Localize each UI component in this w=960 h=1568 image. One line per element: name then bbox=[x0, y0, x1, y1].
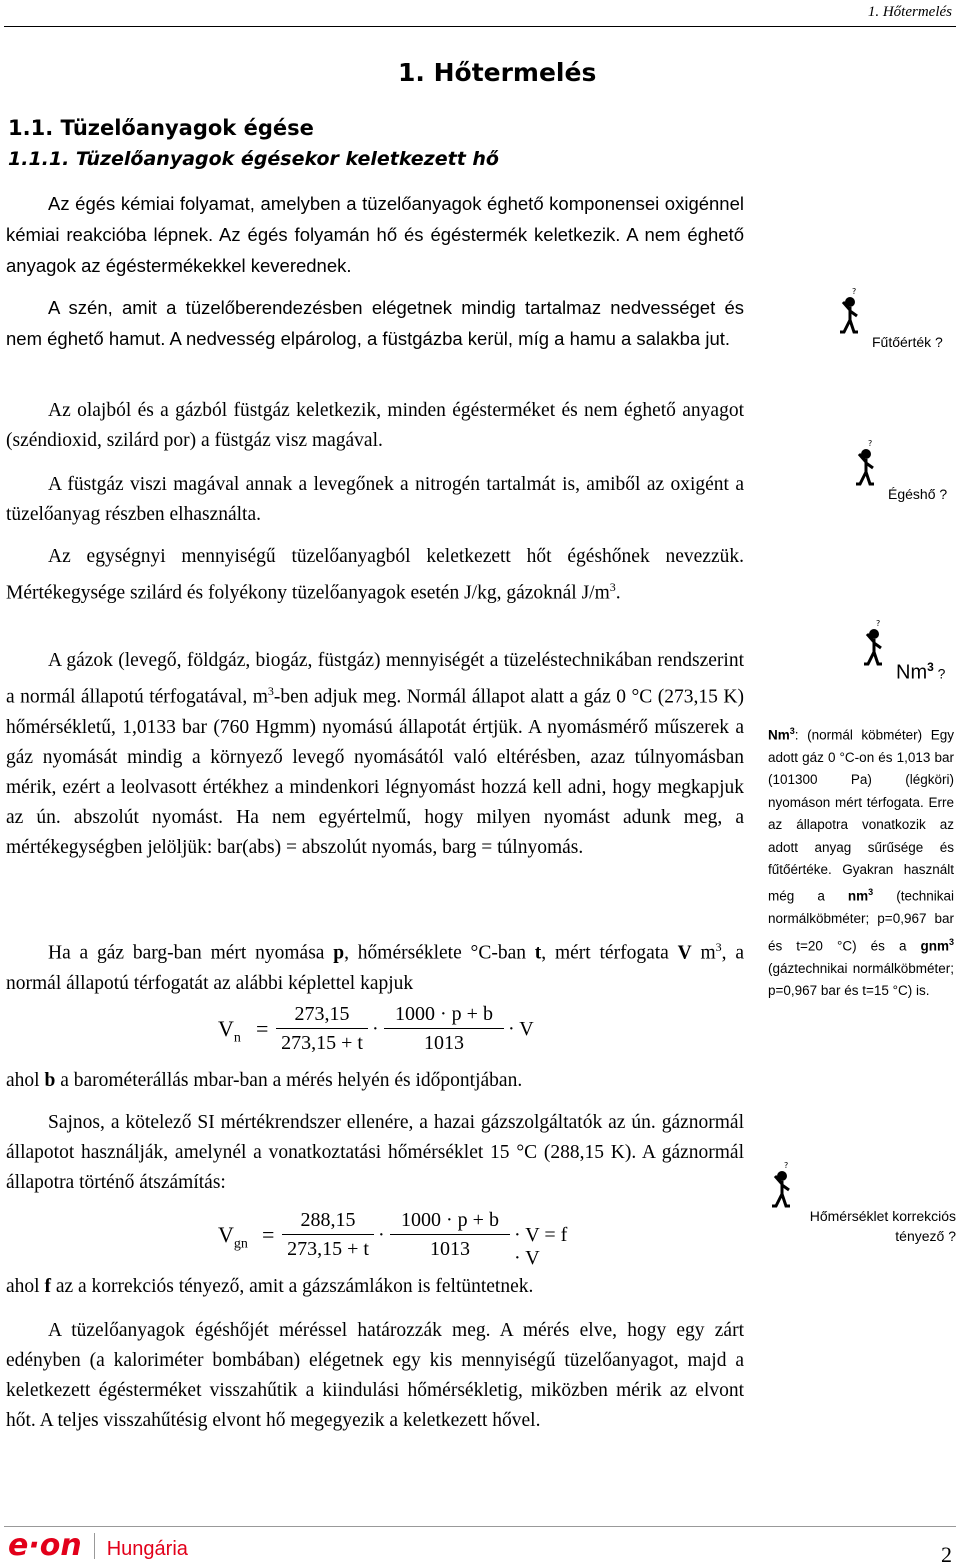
paragraph-3: Az olajból és a gázból füstgáz keletkezik, minden égésterméket és nem éghető anyagot (széndioxid, szilárd por) a füstgáz visz magával. bbox=[6, 400, 744, 451]
thinking-figure-icon bbox=[854, 618, 894, 668]
formula-gas-normal-volume: $V_{gn}$ = $\frac{288,15}{273,15 + t}$ · $\frac{1000 \cdot p + b}{1013}$ · V = f · V bbox=[218, 1206, 578, 1270]
footer-divider bbox=[4, 1526, 956, 1527]
sidebar-label-nm3: Nm$^3$ ? bbox=[896, 660, 946, 684]
paragraph-1: Az égés kémiai folyamat, amelyben a tüzelőanyagok éghető komponensei oxigénnel kémiai reakcióba lépnek. Az égés folyamán hő és égéstermék keletkezik. A nem éghető anyagok az égéstermékekkel keverednek. bbox=[6, 193, 744, 276]
sidebar-label-combustion-heat: Égéshő ? bbox=[888, 486, 948, 502]
eon-hungaria-logo: e·on Hungária bbox=[8, 1528, 188, 1563]
formula-normal-volume: $V_n$ = $\frac{273,15}{273,15 + t}$ · $\frac{1000 \cdot p + b}{1013}$ · V bbox=[218, 1000, 548, 1064]
paragraph-8: ahol b a barométerállás mbar-ban a mérés helyén és időpontjában. bbox=[6, 1070, 523, 1091]
section-title: 1.1. Tüzelőanyagok égése bbox=[8, 116, 314, 140]
page-number: 2 bbox=[941, 1542, 952, 1567]
paragraph-11: A tüzelőanyagok égéshőjét méréssel határozzák meg. A mérés elve, hogy egy zárt edényben (a kaloriméter bombában) elégetnek egy kis mennyiségű tüzelőanyagot, majd a keletkezett égésterméket visszahűtik a kiindulási hőmérsékletig, miközben mérik az elvont hőt. A teljes visszahűtésig elvont hő megegyezik a keletkezett hővel. bbox=[6, 1320, 744, 1431]
svg-text:?: ? bbox=[784, 1161, 789, 1170]
thinking-figure-icon bbox=[762, 1160, 802, 1210]
running-header: 1. Hőtermelés bbox=[867, 4, 952, 20]
thinking-figure-icon bbox=[830, 286, 870, 336]
chapter-title: 1. Hőtermelés bbox=[398, 58, 597, 87]
sidebar-label-heating-value: Fűtőérték ? bbox=[872, 334, 943, 350]
paragraph-10: ahol f az a korrekciós tényező, amit a gázszámlákon is feltüntetnek. bbox=[6, 1276, 534, 1297]
svg-text:?: ? bbox=[868, 439, 873, 448]
paragraph-9: Sajnos, a kötelező SI mértékrendszer ellenére, a hazai gázszolgáltatók az ún. gáznormál állapotot használják, amelynél a vonatkoztatási hőmérséklet 15 °C (288,15 K). A gáznormál állapotra történő átszámítás: bbox=[6, 1112, 744, 1193]
svg-text:?: ? bbox=[876, 619, 881, 628]
paragraph-2: A szén, amit a tüzelőberendezésben elégetnek mindig tartalmaz nedvességet és nem éghető hamut. A nedvesség elpárolog, a füstgázba kerül, míg a hamu a salakba jut. bbox=[6, 297, 744, 349]
sidebar-note-nm3: Nm$^3$: (normál köbméter) Egy adott gáz 0 °C-on és 1,013 bar (101300 Pa) (légköri) nyomáson mért térfogata. Erre az állapotra vonatkozik az adott anyag sűrűsége és fűtőértéke. Gyakran használt még a $nm^3$ (technikai normálköbméter; p=0,967 bar és t=20 °C) és a gnm$^3$ (gáztechnikai normálköbméter; p=0,967 bar és t=15 °C) is. bbox=[768, 726, 954, 998]
sidebar-label-temp-correction: Hőmérséklet korrekciós tényező ? bbox=[809, 1208, 956, 1244]
paragraph-5: Az egységnyi mennyiségű tüzelőanyagból keletkezett hőt égéshőnek nevezzük. Mértékegysége szilárd és folyékony tüzelőanyagok esetén J/kg, gázoknál $J/m^3$. bbox=[6, 546, 744, 604]
paragraph-7: Ha a gáz barg-ban mért nyomása p, hőmérséklete °C-ban t, mért térfogata V $m^3$, a normál állapotú térfogatát az alábbi képlettel kapjuk bbox=[6, 940, 744, 994]
subsection-title: 1.1.1. Tüzelőanyagok égésekor keletkezett hő bbox=[8, 148, 499, 170]
paragraph-4: A füstgáz viszi magával annak a levegőnek a nitrogén tartalmát is, amiből az oxigént a tüzelőanyag részben elhasználta. bbox=[6, 474, 744, 525]
paragraph-6: A gázok (levegő, földgáz, biogáz, füstgáz) mennyiségét a tüzeléstechnikában rendszerint a normál állapotú térfogatával, $m^3$-ben adjuk meg. Normál állapot alatt a gáz 0 °C (273,15 K) hőmérsékletű, 1,0133 bar (760 Hgmm) nyomású állapotát értjük. A nyomásmérő műszerek a gáz nyomását mindig a környező levegő nyomásától való eltérésben, azaz túlnyomásban mérik, ezért a leolvasott értékhez a mindenkori légnyomást hozzá kell adni, hogy megkapjuk az ún. abszolút nyomást. Ha nem egyértelmű, hogy milyen nyomást adunk meg, a mértékegységben jelöljük: bar(abs) = abszolút nyomás, barg = túlnyomás. bbox=[6, 650, 744, 858]
header-divider bbox=[4, 26, 956, 27]
svg-text:?: ? bbox=[852, 287, 857, 296]
thinking-figure-icon bbox=[846, 438, 886, 488]
